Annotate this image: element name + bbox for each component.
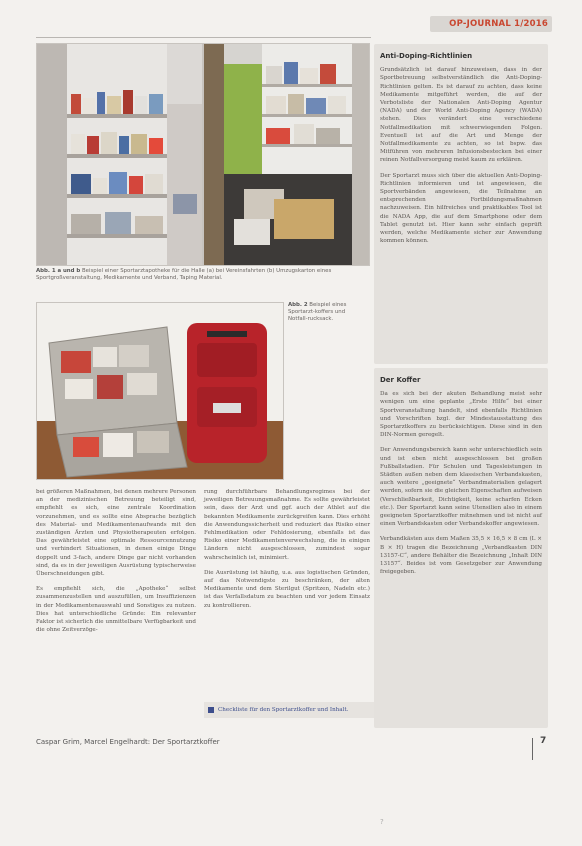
- anti-doping-paragraph-1: Grundsätzlich ist darauf hinzuweisen, dass in der Sportbetreuung selbstverständlich die Anti-Doping-Richtlinien gelten. Es ist darauf zu achten, dass keine Medikamente mitgeführt werden, die auf der Verbotsliste der Nationalen Anti-Doping Agentur (NADA) und der World Anti-Doping Agency (WADA) stehen. Dies verändert eine verschiedene Notfallmedikation mit schwerwiegenden Folgen. Eventuell ist auf die Art und Menge der Notfallmedikamente zu achten, so ist bspw. das Mitführen von mehreren Infusionsbestecken bei einer reinen Notfallversorgung meist kaum zu erklären.: [380, 67, 542, 164]
- article-footer: Caspar Grim, Marcel Engelhardt: Der Sportarztkoffer: [36, 738, 220, 746]
- note-bullet-square: [208, 707, 214, 713]
- figure-2-photo: [36, 302, 284, 480]
- koffer-paragraph-3: Verbandkästen aus dem Maßen 35,5 × 16,5 × 8 cm (L × B × H) tragen die Bezeichnung „Verbandkasten DIN 13157-C“, andere Behälter die Bezeichnung „Inhalt DIN 13157“. Beides ist vom Gesetzgeber zur Anwendung freigegeben.: [380, 536, 542, 576]
- left-paragraph-1: bei größeren Maßnahmen, bei denen mehrere Personen an der medizinischen Betreuung beteiligt sind, empfiehlt es sich, eine zentrale Koordination vorzunehmen, und es sollte eine Absprache bezüglich des Material- und Medikamentenaufwands mit den zuständigen Ärzten und Physiotherapeuten erfolgen. Das gewährleistet eine optimale Ressourcennutzung und verhindert Situationen, in denen einige Dinge doppelt und 3-fach, andere Dinge gar nicht vorhanden sind, da es in der jeweiligen Ausrüstung typischerweise Überschneidungen gibt.: [36, 489, 196, 578]
- figure-1-caption-label: Abb. 1 a und b: [36, 268, 81, 274]
- middle-paragraph-2: Die Ausrüstung ist häufig, u.a. aus logistischen Gründen, auf das Notwendigste zu beschränken, der alten Medikamente und dem Sterilgut (Spritzen, Nadeln etc.) ist das Verfallsdatum zu beachten und vor jedem Einsatz zu kontrollieren.: [204, 569, 370, 609]
- page-number: 7: [540, 736, 547, 746]
- left-column: [36, 488, 196, 641]
- figure-2-caption: [288, 302, 348, 323]
- figure-1a-photo: [36, 43, 203, 266]
- shelf-supplies-illustration: [37, 44, 202, 265]
- koffer-heading: Der Koffer: [380, 376, 421, 384]
- koffer-box: [374, 368, 548, 728]
- figure-2-caption-label: Abb. 2: [288, 302, 308, 308]
- checklist-note: [204, 702, 387, 718]
- middle-column: [204, 488, 370, 617]
- storage-room-illustration: [204, 44, 369, 265]
- checklist-note-text: Checkliste für den Sportarztkoffer und Inhalt.: [218, 707, 349, 713]
- figure-1b-photo: [203, 43, 370, 266]
- case-and-backpack-illustration: [37, 303, 283, 479]
- koffer-paragraph-2: Der Anwendungsbereich kann sehr unterschiedlich sein und ist eben nicht ausgeschlossen bei großen Fußballstadien. Für Schulen und Tagesleistungen in Städten außen neben dem klassischen Verbandskasten, auch weitere „geeignete“ Verbandmaterialien gelagert werden, sofern sie die gleichen Eigenschaften aufweisen (Verschließbarkeit, Dichtigkeit, keine scharfen Ecken etc.). Der Sportarzt kann seine Utensilien also in einem geeigneten Sportarztkoffer mitnehmen und ist nicht auf einen Verbandskasten oder Verbandskoffer angewiesen.: [380, 447, 542, 528]
- bottom-mark: ?: [380, 818, 384, 826]
- page-number-bar: [532, 738, 533, 760]
- left-paragraph-2: Es empfiehlt sich, die „Apotheke“ selbst zusammenzustellen und auszufüllen, um Insuffizienzen in der Medikamentenauswahl und Sonstiges zu nutzen. Dies hat unterschiedliche Gründe: Ein relevanter Faktor ist sicherlich die unmittelbare Verfügbarkeit und die ohne Zeitverzöge-: [36, 586, 196, 634]
- middle-paragraph-1: rung durchführbare Behandlungsregimes bei der jeweiligen Betreuungsmaßnahme. Es sollte gewährleistet sein, dass der Arzt und ggf. auch der Athlet auf die bekannten Medikamente zurückgreifen kann. Dies erhöht die Anwendungssicherheit und reduziert das Risiko einer Fehlmedikation oder Fehldosierung, ebenfalls ist das Risiko einer Medikamentenverwechslung, die in einigen Ländern nicht ausgeschlossen, zumindest sogar wahrscheinlich ist, minimiert.: [204, 489, 370, 561]
- top-rule: [36, 37, 371, 38]
- anti-doping-paragraph-2: Der Sportarzt muss sich über die aktuellen Anti-Doping-Richtlinien informieren und ist angewiesen, die Sportverbänden angewiesen, die Teilnahme an entsprechenden Fortbildungsmaßnahmen nachzuweisen. Ein hilfreiches und praktikables Tool ist die NADA App, die auf dem Smartphone oder dem Tablet genutzt ist. Hier kann sehr einfach geprüft werden, welche Medikamente sicher zur Anwendung kommen können.: [380, 172, 542, 245]
- anti-doping-heading: Anti-Doping-Richtlinien: [380, 52, 473, 60]
- figure-2-caption-text: Beispiel eines Sportarzt-koffers und Notfall-rucksack.: [288, 302, 347, 322]
- koffer-paragraph-1: Da es sich bei der akuten Behandlung meist sehr wenigen um eine geplante „Erste Hilfe“ bei einer Sportveranstaltung handelt, sind ebenfalls Richtlinien und Vorschriften bzgl. der Mindestausstattung des Sportarztkoffers zu berücksichtigen. Diese sind in den DIN-Normen geregelt.: [380, 391, 542, 439]
- figure-1-caption: [36, 268, 370, 282]
- anti-doping-box: [374, 44, 548, 364]
- figure-1-caption-text: Beispiel einer Sportarztapotheke für die Halle (a) bei Vereinsfahrten (b) Umzugskarton eines Sportgroßveranstaltung, Medikamente und Verband, Taping Material.: [36, 268, 332, 281]
- journal-header: OP-JOURNAL 1/2016: [449, 19, 548, 29]
